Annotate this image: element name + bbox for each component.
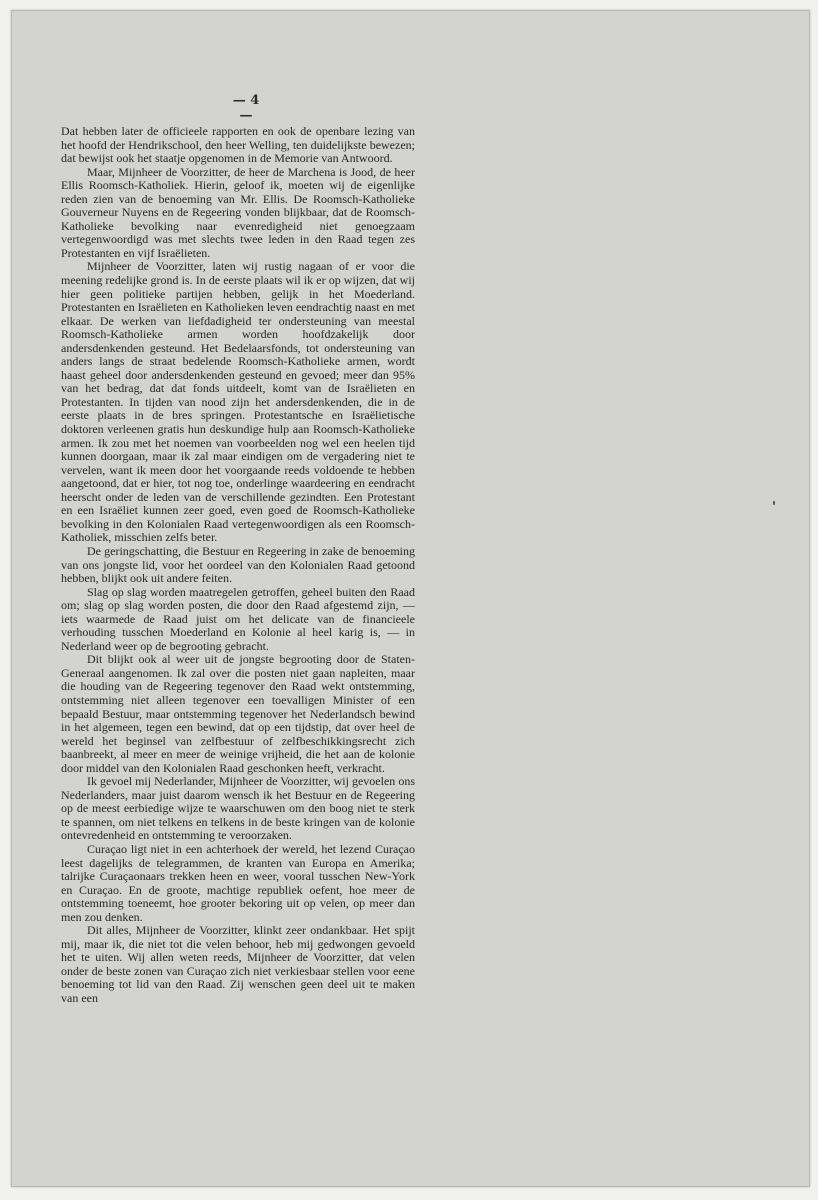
paragraph-6: Dit blijkt ook al weer uit de jongste begrooting door de Staten-Generaal aangenomen. Ik zal over die posten niet gaan napleiten, maar die houding van de Regeering tegenover den Raad wekt ontstemming, ontstemming niet alleen tegenover een toevalligen Minister of een bepaald Bestuur, maar ontstemming tegenover het Nederlandsch bewind in het algemeen, tegen een bewind, dat op een tijdstip, dat over heel de wereld het beginsel van zelfbestuur of zelfbeschikkingsrecht zich baanbreekt, al meer en meer de weinige vrijheid, die het aan de kolonie door middel van den Kolonialen Raad geschonken heeft, verkracht. (61, 652, 415, 775)
paragraph-5: Slag op slag worden maatregelen getroffen, geheel buiten den Raad om; slag op slag worden posten, die door den Raad afgestemd zijn, — iets waarmede de Raad juist om het delicate van de financieele verhouding tusschen Moederland en Kolonie al heel karig is, — in Nederland weer op de begrooting gebracht. (61, 584, 415, 653)
paragraph-3: Mijnheer de Voorzitter, laten wij rustig nagaan of er voor die meening redelijke grond is. In de eerste plaats wil ik er op wijzen, dat wij hier geen politieke partijen hebben, gelijk in het Moederland. Protestanten en Israëlieten en Katholieken leven eendrachtig naast en met elkaar. De werken van liefdadigheid ter ondersteuning van meestal Roomsch-Katholieke armen worden hoofdzakelijk door andersdenkenden gesteund. Het Bedelaarsfonds, tot ondersteuning van anders langs de straat bedelende Roomsch-Katholieke armen, wordt haast geheel door andersdenkenden gesteund en gevoed; meer dan 95% van het bedrag, dat dat fonds uitdeelt, komt van de Israëlieten en Protestanten. In tijden van nood zijn het andersdenkenden, die in de eerste plaats in de bres springen. Protestantsche en Israëlietische doktoren verleenen gratis hun deskundige hulp aan Roomsch-Katholieke armen. Ik zou met het noemen van voorbeelden nog wel een heelen tijd kunnen doorgaan, maar ik zal maar eindigen om de vergadering niet te vervelen, want ik meen door het voorgaande reeds voldoende te hebben aangetoond, dat er hier, tot nog toe, onderlinge waardeering en eendracht heerscht onder de leden van de verschillende gezindten. Een Protestant en een Israëliet kunnen zeer goed, even goed de Roomsch-Katholieke bevolking in den Kolonialen Raad vertegenwoordigen als een Roomsch-Katholiek, misschien zelfs beter. (61, 259, 415, 545)
paragraph-1: Dat hebben later de officieele rapporten en ook de openbare lezing van het hoofd der Hendrikschool, den heer Welling, ten duidelijkste bewezen; dat bewijst ook het staatje opgenomen in de Memorie van Antwoord. (61, 124, 415, 166)
body-text (61, 125, 415, 1006)
paragraph-8: Curaçao ligt niet in een achterhoek der wereld, het lezend Curaçao leest dagelijks de telegrammen, de kranten van Europa en Amerika; talrijke Curaçaonaars trekken heen en weer, vooral tusschen New-York en Curaçao. En de groote, machtige republiek oefent, hoe meer de ontstemming toeneemt, hoe grooter bekoring uit op velen, op meer dan men zou denken. (61, 841, 415, 924)
paragraph-4: De geringschatting, die Bestuur en Regeering in zake de benoeming van ons jongste lid, voor het oordeel van den Kolonialen Raad getoond hebben, blijkt ook uit andere feiten. (61, 543, 415, 586)
paragraph-7: Ik gevoel mij Nederlander, Mijnheer de Voorzitter, wij gevoelen ons Nederlanders, maar juist daarom wensch ik het Bestuur en de Regeering op de meest eerbiedige wijze te waarschuwen om den boog niet te sterk te spannen, om niet telkens en telkens in de beste kringen van de kolonie ontevredenheid en ontstemming te veroorzaken. (61, 774, 415, 843)
page-number: — 4 — (232, 93, 260, 123)
paragraph-2: Maar, Mijnheer de Voorzitter, de heer de Marchena is Jood, de heer Ellis Roomsch-Katholiek. Hierin, geloof ik, moeten wij de eigenlijke reden zien van de benoeming van Mr. Ellis. De Roomsch-Katholieke Gouverneur Nuyens en de Regeering vonden blijkbaar, dat de Roomsch-Katholieke bevolking naar evenredigheid niet genoegzaam vertegenwoordigd was met slechts twee leden in den Raad tegen zes Protestanten en vijf Israëlieten. (61, 164, 415, 260)
paragraph-9: Dit alles, Mijnheer de Voorzitter, klinkt zeer ondankbaar. Het spijt mij, maar ik, die niet tot die velen behoor, heb mij gedwongen gevoeld het te uiten. Wij allen weten reeds, Mijnheer de Voorzitter, dat velen onder de beste zonen van Curaçao zich niet verkiesbaar stellen voor eene benoeming tot lid van den Raad. Zij wenschen geen deel uit te maken van een (61, 923, 415, 1005)
ink-speck (773, 501, 775, 505)
